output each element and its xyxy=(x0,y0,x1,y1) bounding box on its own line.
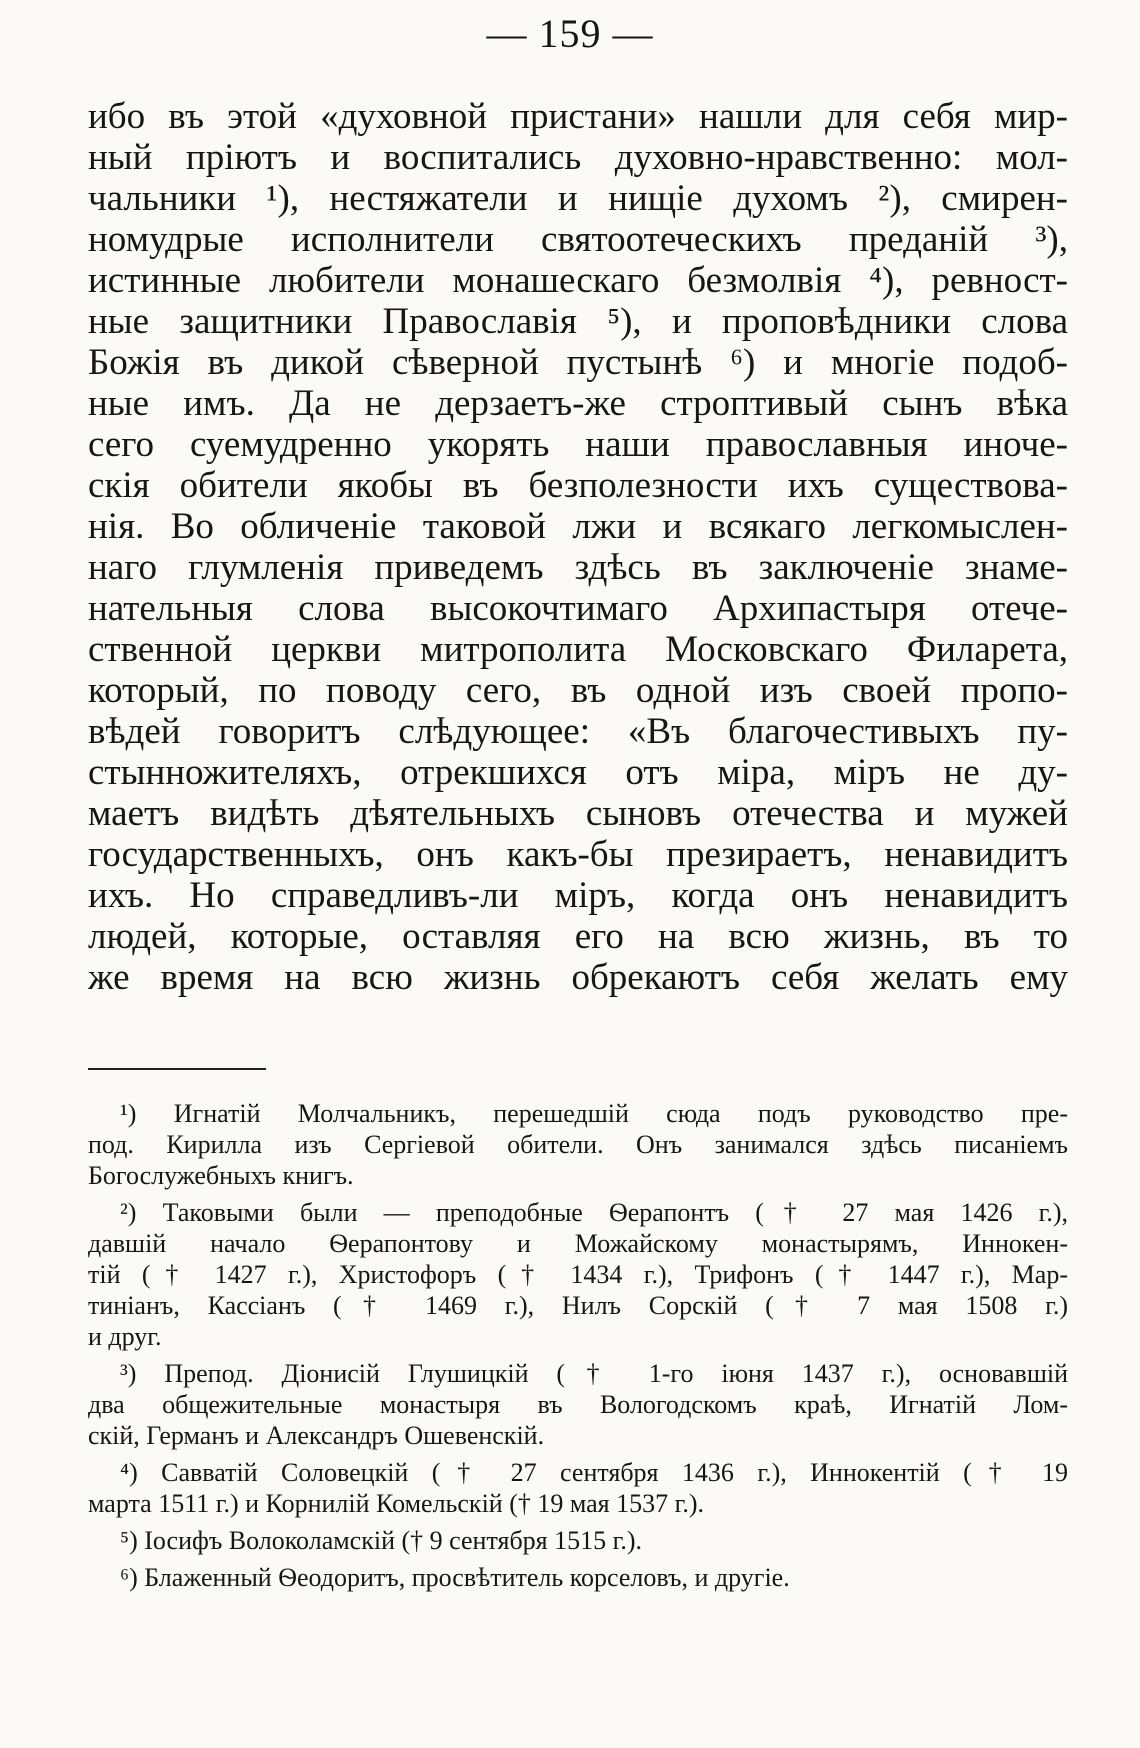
text-line: нательныя слова высокочтимаго Архипастыря отече- xyxy=(88,588,1068,629)
footnote-line: и друг. xyxy=(88,1322,162,1351)
text-line: стынножителяхъ, отрекшихся отъ міра, міръ не ду- xyxy=(88,752,1068,793)
footnote-line: под. Кирилла изъ Сергіевой обители. Онъ занимался здѣсь писаніемъ xyxy=(88,1130,1068,1159)
text-line: ный пріютъ и воспитались духовно-нравственно: мол- xyxy=(88,137,1068,178)
footnote-line: тій († 1427 г.), Христофоръ († 1434 г.), Трифонъ († 1447 г.), Мар- xyxy=(88,1260,1068,1289)
text-line: Божія въ дикой сѣверной пустынѣ ⁶) и многіе подоб- xyxy=(88,342,1068,383)
footnote-6 xyxy=(88,1562,1068,1593)
footnote-2 xyxy=(88,1197,1068,1352)
footnote-separator xyxy=(88,1068,266,1070)
footnote-line: ⁵) Іосифъ Волоколамскій († 9 сентября 1515 г.). xyxy=(120,1526,643,1555)
footnote-3 xyxy=(88,1358,1068,1451)
text-line: скія обители якобы въ безполезности ихъ существова- xyxy=(88,465,1068,506)
text-line: же время на всю жизнь обрекаютъ себя желать ему xyxy=(88,957,1068,998)
text-line: ихъ. Но справедливъ-ли міръ, когда онъ ненавидитъ xyxy=(88,875,1068,916)
footnote-line: тиніанъ, Кассіанъ († 1469 г.), Нилъ Сорскій († 7 мая 1508 г.) xyxy=(88,1291,1068,1320)
footnote-line: два общежительные монастыря въ Вологодскомъ краѣ, Игнатій Лом- xyxy=(88,1390,1068,1419)
footnote-line: Богослужебныхъ книгъ. xyxy=(88,1161,354,1190)
footnote-4 xyxy=(88,1457,1068,1519)
footnote-line: марта 1511 г.) и Корнилій Комельскій († 19 мая 1537 г.). xyxy=(88,1489,705,1518)
footnotes xyxy=(88,1098,1068,1593)
page-number: — 159 — xyxy=(486,11,654,56)
footnote-line: скій, Германъ и Александръ Ошевенскій. xyxy=(88,1421,545,1450)
footnote-line: ¹) Игнатій Молчальникъ, перешедшій сюда подъ руководство пре- xyxy=(120,1099,1068,1128)
text-line: который, по поводу сего, въ одной изъ своей пропо- xyxy=(88,670,1068,711)
footnote-1 xyxy=(88,1098,1068,1191)
main-text xyxy=(88,96,1068,998)
footnote-line: давшій начало Ѳерапонтову и Можайскому монастырямъ, Иннокен- xyxy=(88,1229,1068,1258)
footnote-line: ²) Таковыми были — преподобные Ѳерапонтъ († 27 мая 1426 г.), xyxy=(120,1198,1068,1227)
text-line: нія. Во обличеніе таковой лжи и всякаго легкомыслен- xyxy=(88,506,1068,547)
text-line: чальники ¹), нестяжатели и нищіе духомъ ²), смирен- xyxy=(88,178,1068,219)
text-line: ные имъ. Да не дерзаетъ-же строптивый сынъ вѣка xyxy=(88,383,1068,424)
text-line: ибо въ этой «духовной пристани» нашли для себя мир- xyxy=(88,96,1068,137)
text-line: ные защитники Православія ⁵), и проповѣдники слова xyxy=(88,301,1068,342)
text-line: маетъ видѣть дѣятельныхъ сыновъ отечества и мужей xyxy=(88,793,1068,834)
text-line: сего суемудренно укорять наши православныя иноче- xyxy=(88,424,1068,465)
text-line: истинные любители монашескаго безмолвія ⁴), ревност- xyxy=(88,260,1068,301)
text-line: людей, которые, оставляя его на всю жизнь, въ то xyxy=(88,916,1068,957)
footnote-line: ⁶) Блаженный Ѳеодоритъ, просвѣтитель корселовъ, и другіе. xyxy=(120,1563,790,1592)
text-line: ственной церкви митрополита Московскаго Филарета, xyxy=(88,629,1068,670)
text-line: номудрые исполнители святоотеческихъ преданій ³), xyxy=(88,219,1068,260)
text-line: государственныхъ, онъ какъ-бы презираетъ, ненавидитъ xyxy=(88,834,1068,875)
text-line: наго глумленія приведемъ здѣсь въ заключеніе знаме- xyxy=(88,547,1068,588)
text-line: вѣдей говоритъ слѣдующее: «Въ благочестивыхъ пу- xyxy=(88,711,1068,752)
footnote-line: ⁴) Савватій Соловецкій († 27 сентября 1436 г.), Иннокентій († 19 xyxy=(120,1458,1068,1487)
footnote-line: ³) Препод. Діонисій Глушицкій († 1-го іюня 1437 г.), основавшій xyxy=(120,1359,1068,1388)
footnote-5 xyxy=(88,1525,1068,1556)
